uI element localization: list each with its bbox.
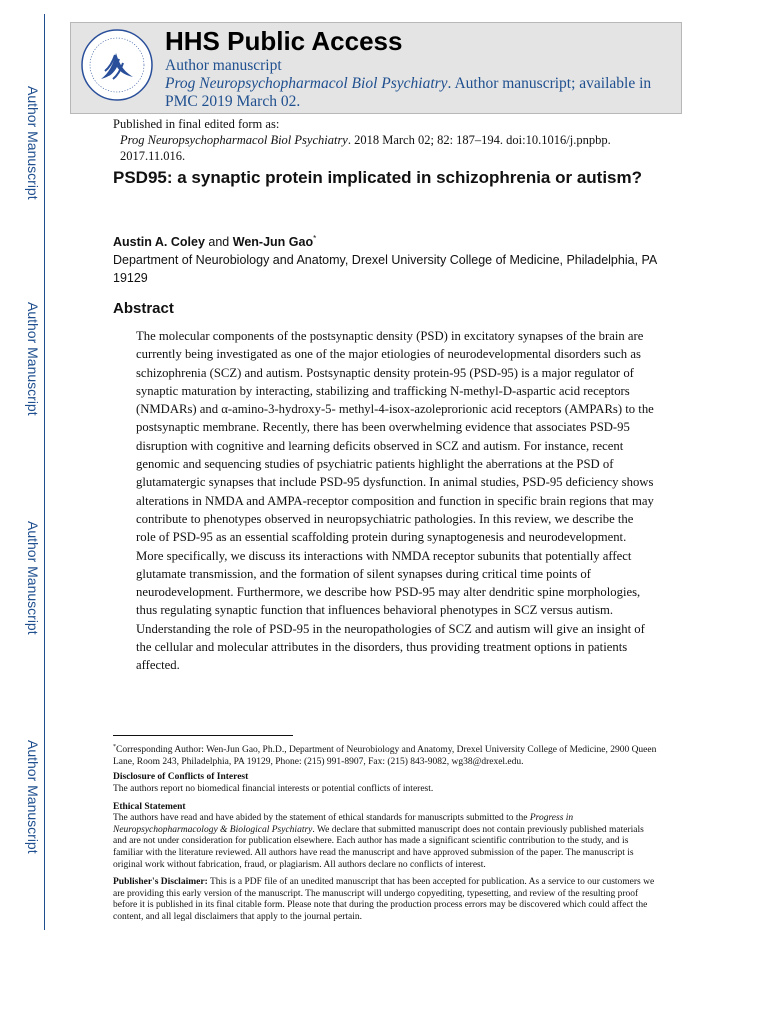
side-label-author-manuscript-4: Author Manuscript	[25, 740, 41, 854]
header-subtitle-block	[165, 57, 670, 111]
hhs-eagle-seal-icon	[79, 27, 155, 103]
conflicts-text: The authors report no biomedical financial interests or potential conflicts of interest.	[113, 783, 434, 794]
ethical-note	[113, 802, 658, 872]
author-block	[113, 230, 673, 287]
abstract-text: The molecular components of the postsynaptic density (PSD) in excitatory synapses of the brain are currently being investigated as one of the major etiologies of neurodevelopmental disorders such as schizophrenia (SCZ) and autism. Postsynaptic density protein-95 (PSD-95) is a major regulator of synaptic maturation by interacting, stabilizing and trafficking N-methyl-D-aspartic acid receptors (NMDARs) and α-amino-3-hydroxy-5- methyl-4-isox-azoleprorionic acid receptors (AMPARs) to the postsynaptic membrane. Recently, there has been overwhelming evidence that associates PSD-95 disruption with cognitive and learning deficits observed in SCZ and autism. For instance, recent genomic and sequencing studies of psychiatric patients highlight the aberrations at the PSD of glutamatergic synapses that include PSD-95 dysfunction. In animal studies, PSD-95 deficiency shows alterations in NMDA and AMPA-receptor composition and function in specific brain regions that may contribute to phenotypes observed in neuropsychiatric pathologies. In this review, we describe the role of PSD-95 as an essential scaffolding protein during synaptogenesis and neurodevelopment. More specifically, we discuss its interactions with NMDA receptor subunits that potentially affect glutamate transmission, and the formation of silent synapses during critical time points of neurodevelopment. Furthermore, we describe how PSD-95 may alter dendritic spine morphologies, thus regulating synaptic function that influences behavioral phenotypes in SCZ versus autism. Understanding the role of PSD-95 in the neuropathologies of SCZ and autism will give an insight of the cellular and molecular attributes in the disorders, thus providing treatment options in patients affected.	[136, 329, 654, 673]
ethical-journal: Progress in Neuropsychopharmacology & Biological Psychiatry	[113, 813, 574, 835]
ethical-heading: Ethical Statement	[113, 801, 186, 812]
disclaimer-text: This is a PDF file of an unedited manuscript that has been accepted for publication. As a service to our customers we are providing this early version of the manuscript. The manuscript will undergo copyediting, typesetting, and review of the resulting proof before it is published in its final citable form. Please note that during the production process errors may be discovered which could affect the content, and all legal disclaimers that apply to the journal pertain.	[113, 877, 655, 922]
published-info	[113, 116, 673, 164]
published-citation-text: . 2018 March 02; 82: 187–194. doi:10.1016/j.pnpbp. 2017.11.016.	[120, 133, 611, 163]
conflicts-heading: Disclosure of Conflicts of Interest	[113, 772, 249, 783]
side-label-author-manuscript-1: Author Manuscript	[25, 86, 41, 200]
header-subtitle: Author manuscript	[165, 57, 282, 74]
abstract-heading: Abstract	[113, 300, 174, 317]
header-journal: Prog Neuropsychopharmacol Biol Psychiatry	[165, 75, 448, 92]
ethical-text-post: . We declare that submitted manuscript does not contain previously published materials and are not under consideration for publication elsewhere. Each author has made a significant scientific contribution to the study, and is familiar with the literature reviewed. All authors have read the manuscript and have approved submission of the paper. The manuscript is original work without fabrication, fraud, or plagiarism. All authors declare no conflicts of interest.	[113, 824, 644, 870]
corresponding-author-note	[113, 742, 658, 768]
header-availability	[165, 75, 670, 111]
footnote-rule	[113, 735, 293, 736]
author-name-1: Austin A. Coley	[113, 235, 205, 250]
corresponding-author-text: Corresponding Author: Wen-Jun Gao, Ph.D., Department of Neurobiology and Anatomy, Drexel University College of Medicine, 2900 Queen Lane, Room 243, Philadelphia, PA 19129, Phone: (215) 991-8907, Fax: (215) 843-9082, wg38@drexel.edu.	[113, 745, 657, 767]
author-name-2: Wen-Jun Gao	[232, 235, 314, 250]
corresponding-marker: *	[313, 234, 317, 243]
conflicts-note	[113, 772, 658, 795]
published-intro: Published in final edited form as:	[113, 117, 280, 131]
side-label-author-manuscript-2: Author Manuscript	[25, 302, 41, 416]
publisher-disclaimer	[113, 877, 658, 923]
hhs-header	[70, 22, 682, 114]
published-citation	[113, 132, 673, 164]
side-rule	[44, 14, 45, 930]
author-joiner: and	[208, 235, 230, 250]
footnote-marker: *	[113, 744, 116, 750]
article-title: PSD95: a synaptic protein implicated in schizophrenia or autism?	[113, 168, 643, 187]
published-journal: Prog Neuropsychopharmacol Biol Psychiatry	[120, 133, 348, 147]
disclaimer-label: Publisher's Disclaimer:	[113, 877, 208, 888]
footnotes	[113, 742, 658, 927]
affiliation: Department of Neurobiology and Anatomy, Drexel University College of Medicine, Philadelphia, PA 19129	[113, 253, 657, 286]
header-title: HHS Public Access	[165, 26, 403, 56]
side-label-author-manuscript-3: Author Manuscript	[25, 521, 41, 635]
ethical-text-pre: The authors have read and have abided by the statement of ethical standards for manuscripts submitted to the	[113, 813, 530, 824]
header-availability-text: . Author manuscript; available in PMC 2019 March 02.	[165, 75, 652, 110]
